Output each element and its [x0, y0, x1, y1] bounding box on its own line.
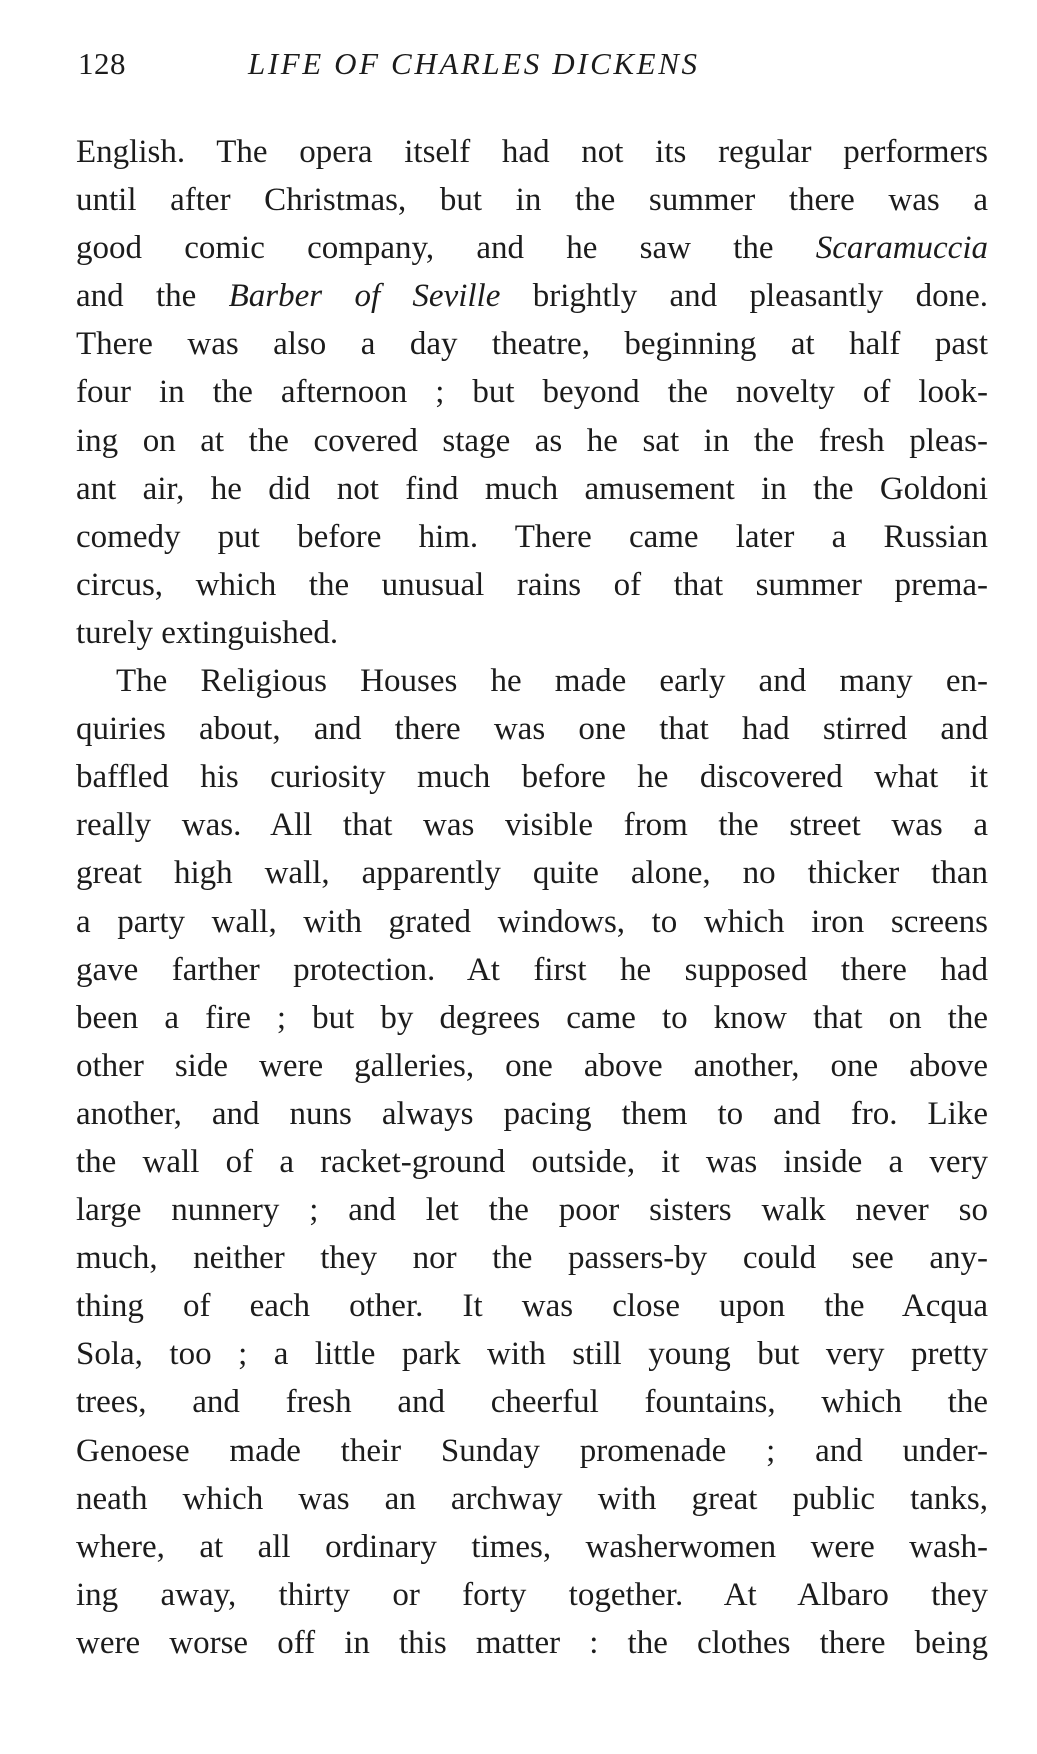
text-line: trees, and fresh and cheerful fountains, which the	[76, 1384, 988, 1421]
text-line: another, and nuns always pacing them to and fro. Like	[76, 1095, 988, 1132]
text-line: quiries about, and there was one that had stirred and	[76, 711, 988, 748]
page-number: 128	[78, 46, 126, 81]
text-line: Genoese made their Sunday promenade ; and under-	[76, 1432, 988, 1469]
body-text	[76, 128, 988, 1667]
text-line: the wall of a racket-ground outside, it was inside a very	[76, 1143, 988, 1180]
text-line: gave farther protection. At first he supposed there had	[76, 951, 988, 988]
text-line: four in the afternoon ; but beyond the novelty of look-	[76, 374, 988, 411]
text-line: much, neither they nor the passers-by could see any-	[76, 1240, 988, 1277]
paragraph-1	[76, 128, 988, 657]
text-line	[76, 224, 988, 272]
running-title: LIFE OF CHARLES DICKENS	[248, 46, 700, 81]
page-header	[78, 46, 988, 90]
text-line: great high wall, apparently quite alone, no thicker than	[76, 855, 988, 892]
text-line: ing on at the covered stage as he sat in the fresh pleas-	[76, 422, 988, 459]
text-segment: and the	[76, 278, 229, 315]
text-line: The Religious Houses he made early and many en-	[116, 663, 988, 700]
text-line: comedy put before him. There came later a Russian	[76, 518, 988, 555]
text-line: There was also a day theatre, beginning at half past	[76, 326, 988, 363]
text-line: thing of each other. It was close upon the Acqua	[76, 1288, 988, 1325]
text-line: been a fire ; but by degrees came to know that on the	[76, 999, 988, 1036]
text-segment: brightly and pleasantly done.	[500, 278, 989, 315]
text-line: really was. All that was visible from the street was a	[76, 807, 988, 844]
text-line: where, at all ordinary times, washerwomen were wash-	[76, 1528, 988, 1565]
italic-title-scaramuccia: Scaramuccia	[815, 230, 988, 267]
text-line	[76, 272, 988, 320]
text-line: English. The opera itself had not its regular performers	[76, 134, 988, 170]
text-line: baffled his curiosity much before he discovered what it	[76, 759, 988, 796]
text-line: ing away, thirty or forty together. At Albaro they	[76, 1576, 988, 1613]
text-line: a party wall, with grated windows, to which iron screens	[76, 903, 988, 940]
text-line: circus, which the unusual rains of that summer prema-	[76, 566, 988, 603]
text-line: large nunnery ; and let the poor sisters walk never so	[76, 1192, 988, 1229]
italic-title-barber-of-seville: Barber of Seville	[228, 278, 501, 315]
text-line: neath which was an archway with great public tanks,	[76, 1480, 988, 1517]
text-line: turely extinguished.	[76, 614, 339, 651]
text-line: until after Christmas, but in the summer there was a	[76, 182, 988, 219]
text-segment: good comic company, and he saw the	[76, 230, 816, 267]
text-line: Sola, too ; a little park with still young but very pretty	[76, 1336, 988, 1373]
text-line: ant air, he did not find much amusement in the Goldoni	[76, 470, 988, 507]
text-line: other side were galleries, one above another, one above	[76, 1047, 988, 1084]
text-line: were worse off in this matter : the clothes there being	[76, 1624, 988, 1661]
paragraph-2	[76, 657, 988, 1667]
